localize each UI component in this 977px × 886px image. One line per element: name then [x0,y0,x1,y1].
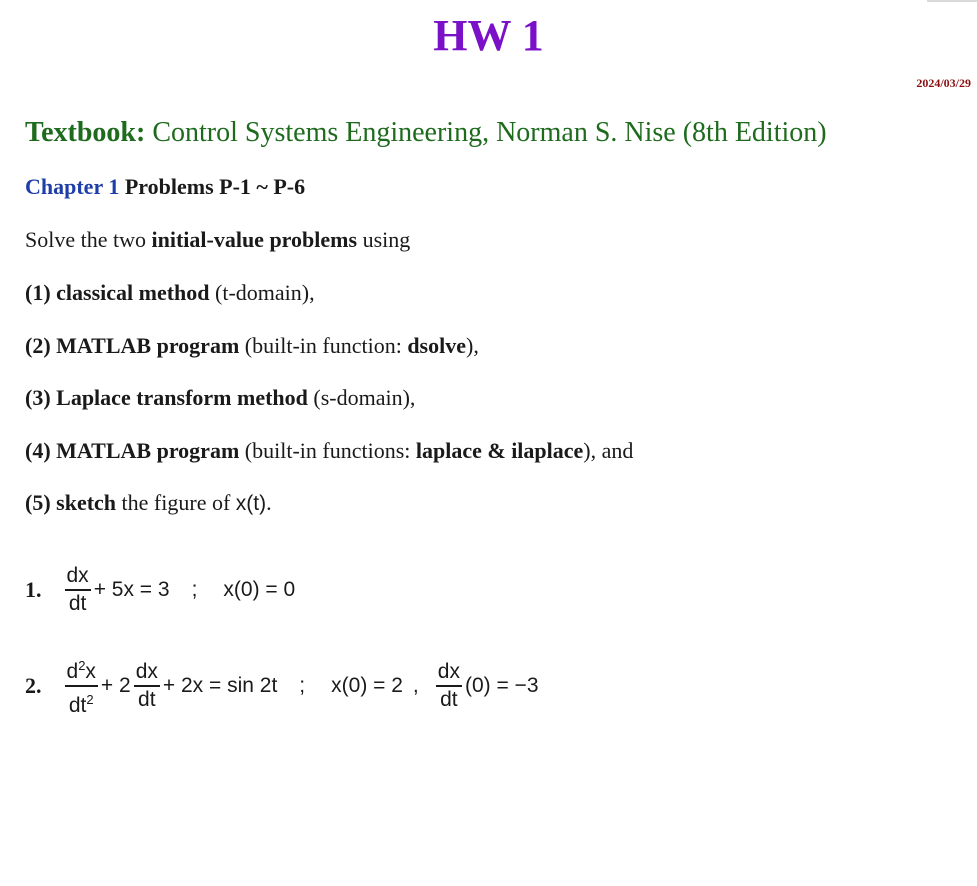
method-3 [25,384,415,412]
method-3-text: (s-domain), [307,385,416,410]
problem-1-derivative [65,565,91,615]
problem-2-number: 2. [25,672,42,698]
method-4-post: ), and [583,438,634,463]
method-5-bold: (5) sketch [25,490,117,515]
frac-denominator: dt [440,687,458,711]
textbook-label: Textbook: [25,117,146,148]
x-symbol: x [85,660,96,683]
page-title: HW 1 [433,11,544,60]
method-2-bold: (2) MATLAB program [25,333,240,358]
method-2-text: (built-in function: [239,333,408,358]
method-1 [25,279,315,307]
method-4 [25,437,633,465]
intro-bold: initial-value problems [151,227,358,252]
superscript: 2 [78,658,86,673]
problem-2-derivative [134,661,160,711]
method-1-bold: (1) classical method [25,280,210,305]
problem-2-second-derivative [65,655,98,717]
method-4-text: (built-in functions: [239,438,416,463]
method-2 [25,332,479,360]
problem-1 [25,565,295,615]
problem-1-initial-condition: x(0) = 0 [223,577,296,601]
d-symbol: d [66,660,79,683]
frac-numerator: dx [66,564,89,587]
method-5 [25,489,272,518]
method-5-math: x(t) [235,492,267,515]
textbook-line [25,116,827,150]
frac-denominator: dt [68,591,87,615]
superscript: 2 [86,691,94,707]
method-2-bold2: dsolve [407,333,466,358]
frac-numerator: dx [437,660,460,683]
problem-2-rhs: + 2x = sin 2t [162,673,278,697]
dt-symbol: dt [68,693,87,717]
problem-2-initial-condition-2: (0) = −3 [464,673,539,697]
frac-numerator [65,655,98,685]
intro-pre: Solve the two [25,227,152,252]
problem-2-ic-derivative [436,661,462,711]
method-4-bold: (4) MATLAB program [25,438,240,463]
problem-2 [25,655,539,717]
top-border-line [927,0,977,2]
chapter-line [25,173,305,201]
frac-denominator [67,687,96,717]
method-3-bold: (3) Laplace transform method [25,385,308,410]
problem-1-rhs: + 5x = 3 [93,577,170,601]
method-2-post: ), [466,333,479,358]
problem-2-separator: ; [299,673,306,697]
frac-numerator: dx [135,660,158,683]
problem-2-term: + 2 [100,673,131,697]
problem-1-separator: ; [191,577,198,601]
intro-post: using [357,227,411,252]
method-5-text: the figure of [116,490,236,515]
problem-1-number: 1. [25,576,42,602]
date-label: 2024/03/29 [916,76,971,90]
frac-denominator: dt [138,687,156,711]
problem-2-comma: , [412,673,419,697]
textbook-text: Control Systems Engineering, Norman S. Nise (8th Edition) [145,117,827,148]
chapter-text: Problems P-1 ~ P-6 [119,174,306,199]
problem-2-initial-condition-1: x(0) = 2 [331,673,403,697]
method-5-post: . [266,490,272,515]
method-1-text: (t-domain), [209,280,315,305]
chapter-label: Chapter 1 [25,174,120,199]
method-4-bold2: laplace & ilaplace [415,438,584,463]
intro-line [25,226,410,254]
